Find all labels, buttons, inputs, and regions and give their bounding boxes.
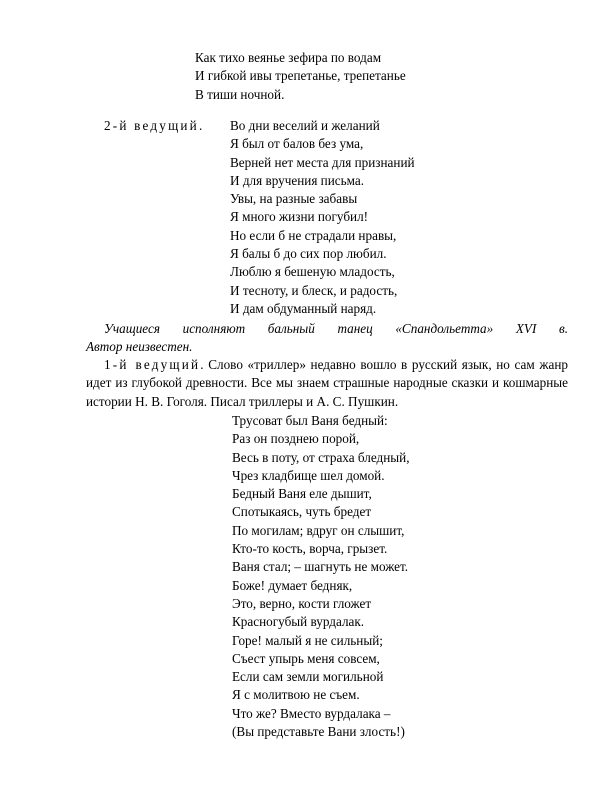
verse-line: И тесноту, и блеск, и радость, (230, 282, 398, 298)
verse-line: Горе! малый я не сильный; (232, 632, 383, 648)
stage-direction-line-2: неизвестен. (125, 339, 193, 355)
verse-line: Как тихо веянье зефира по водам (195, 50, 382, 65)
paragraph-text: . Слово «триллер» недавно вошло в русский язык, но сам жанр идет из глубокой древности. Все мы знаем страшные народные сказки и кошмарные истории Н. В. Гоголя. Писал триллеры и А. С. Пушкин. (86, 357, 568, 409)
verse-stanza-host-two (230, 117, 415, 318)
verse-line: Но если б не страдали нравы, (230, 227, 397, 243)
verse-line: В тиши ночной. (195, 86, 285, 102)
verse-line: И дам обдуманный наряд. (230, 300, 377, 316)
speaker-label-host-two (104, 117, 202, 135)
verse-line: Бедный Ваня еле дышит, (232, 486, 372, 502)
stage-direction (86, 320, 568, 357)
verse-line: Чрез кладбище шел домой. (232, 467, 385, 483)
speaker-name: 2-й ведущий (104, 118, 199, 133)
verse-line: Я балы б до сих пор любил. (230, 246, 387, 262)
verse-line: Весь в поту, от страха бледный, (232, 449, 410, 465)
host-one-paragraph (86, 356, 568, 411)
verse-line: И для вручения письма. (230, 172, 365, 188)
speaker-name: 1-й ведущий (104, 357, 201, 372)
verse-line: (Вы представьте Вани злость!) (232, 724, 405, 740)
verse-line: Что же? Вместо вурдалака – (232, 705, 391, 721)
verse-stanza-top (195, 49, 406, 104)
verse-line: Красногубый вурдалак. (232, 614, 365, 630)
verse-line: Кто-то кость, ворча, грызет. (232, 541, 388, 557)
verse-line: И гибкой ивы трепетанье, трепетанье (195, 68, 406, 84)
verse-line: Я много жизни погубил! (230, 209, 369, 225)
speaker-punct: . (198, 118, 203, 133)
verse-line: Съест упырь меня совсем, (232, 650, 380, 666)
verse-line: Трусоват был Ваня бедный: (232, 413, 388, 428)
verse-line: Это, верно, кости гложет (232, 595, 372, 611)
stage-direction-line-1: Учащиеся исполняют бальный танец «Спандольетта» XVI в. Автор (86, 321, 568, 355)
verse-line: Во дни веселий и желаний (230, 118, 380, 133)
verse-line: Люблю я бешеную младость, (230, 264, 395, 280)
verse-stanza-pushkin (232, 412, 410, 741)
verse-line: Спотыкаясь, чуть бредет (232, 504, 372, 520)
verse-line: По могилам; вдруг он слышит, (232, 522, 405, 538)
verse-line: Я с молитвою не съем. (232, 687, 360, 703)
verse-line: Раз он позднею порой, (232, 431, 360, 447)
verse-line: Боже! думает бедняк, (232, 577, 353, 593)
verse-line: Если сам земли могильной (232, 669, 384, 685)
verse-line: Увы, на разные забавы (230, 191, 358, 207)
verse-line: Верней нет места для признаний (230, 154, 415, 170)
verse-line: Я был от балов без ума, (230, 136, 364, 152)
verse-line: Ваня стал; – шагнуть не может. (232, 559, 409, 575)
